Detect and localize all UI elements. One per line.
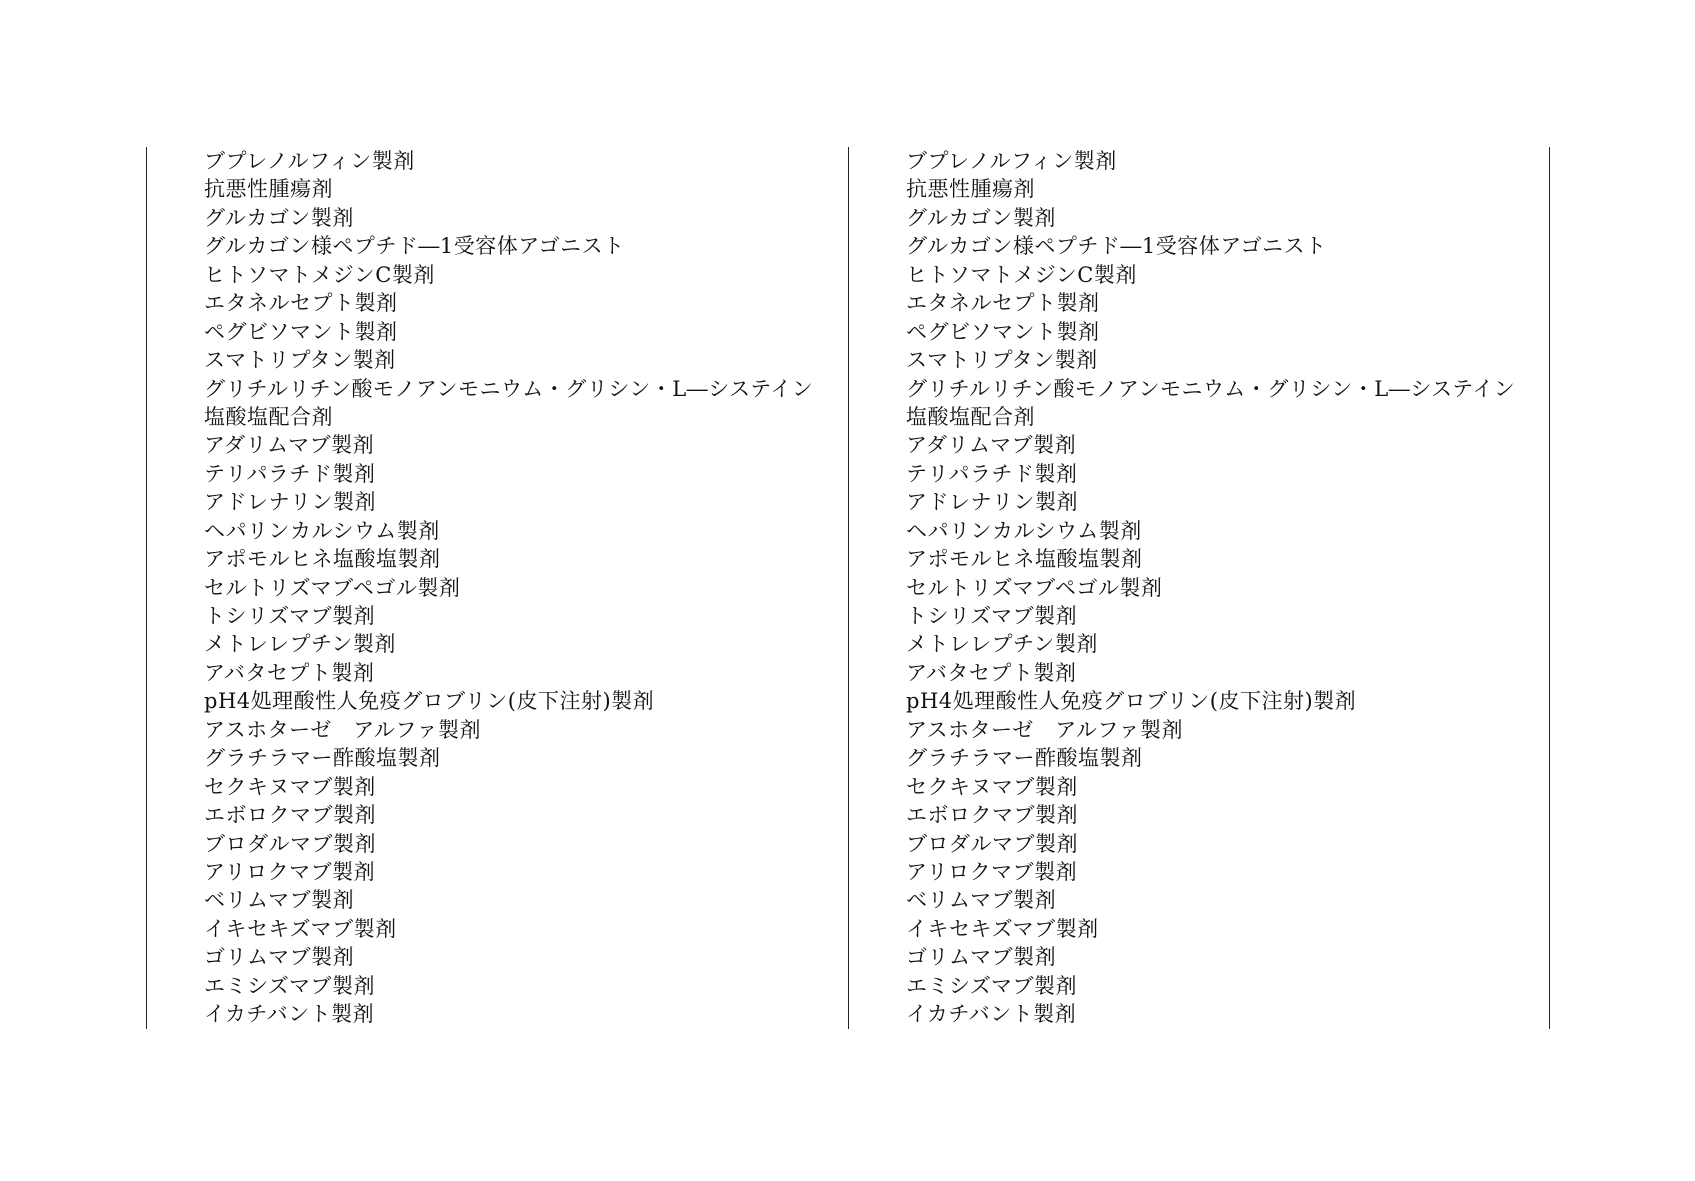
drug-list-item: ブロダルマブ製剤 <box>204 831 376 856</box>
drug-list-item: グルカゴン様ペプチド―1受容体アゴニスト <box>204 234 625 259</box>
drug-list-item: ブプレノルフィン製剤 <box>906 149 1117 173</box>
center-divider-line <box>848 147 849 1029</box>
drug-list-item: アポモルヒネ塩酸塩製剤 <box>906 547 1143 572</box>
drug-list-item: アダリムマブ製剤 <box>906 433 1077 458</box>
drug-list-item: メトレレプチン製剤 <box>204 632 396 657</box>
drug-list-item: テリパラチド製剤 <box>906 461 1078 486</box>
drug-list-item: セクキヌマブ製剤 <box>204 774 376 799</box>
drug-list-item: pH4処理酸性人免疫グロブリン(皮下注射)製剤 <box>204 689 655 714</box>
drug-list-item: テリパラチド製剤 <box>204 461 376 486</box>
drug-list-left <box>204 147 813 1029</box>
drug-list-item: アリロクマブ製剤 <box>906 859 1078 884</box>
drug-list-item: スマトリプタン製剤 <box>204 348 396 373</box>
drug-list-item: ヒトソマトメジンC製剤 <box>906 262 1137 287</box>
drug-list-item: グリチルリチン酸モノアンモニウム・グリシン・L―システイン <box>906 376 1516 401</box>
drug-list-item: メトレレプチン製剤 <box>906 632 1098 657</box>
drug-list-item: アダリムマブ製剤 <box>204 433 375 458</box>
drug-list-item: ゴリムマブ製剤 <box>204 945 355 970</box>
drug-list-item: セクキヌマブ製剤 <box>906 774 1078 799</box>
drug-list-item: グリチルリチン酸モノアンモニウム・グリシン・L―システイン <box>204 376 814 401</box>
drug-list-item: ベリムマブ製剤 <box>204 888 355 913</box>
drug-list-item: pH4処理酸性人免疫グロブリン(皮下注射)製剤 <box>906 689 1357 714</box>
drug-list-item: イカチバント製剤 <box>906 1002 1077 1027</box>
drug-list-item: セルトリズマブペゴル製剤 <box>906 575 1163 600</box>
drug-list-item: ヒトソマトメジンC製剤 <box>204 262 435 287</box>
drug-list-item: イキセキズマブ製剤 <box>906 916 1099 941</box>
left-border-line <box>146 147 147 1029</box>
drug-list-item: アバタセプト製剤 <box>906 660 1077 685</box>
drug-list-right <box>906 147 1515 1029</box>
drug-list-item: グルカゴン様ペプチド―1受容体アゴニスト <box>906 234 1327 259</box>
drug-list-item: セルトリズマブペゴル製剤 <box>204 575 461 600</box>
drug-list-item: エボロクマブ製剤 <box>204 803 376 828</box>
drug-list-item: アスホターゼ アルファ製剤 <box>204 717 481 742</box>
drug-list-item: トシリズマブ製剤 <box>906 604 1078 628</box>
drug-list-item: アバタセプト製剤 <box>204 660 375 685</box>
right-border-line <box>1549 147 1550 1029</box>
drug-list-item: アスホターゼ アルファ製剤 <box>906 717 1183 742</box>
drug-list-item: イキセキズマブ製剤 <box>204 916 397 941</box>
drug-list-item: 塩酸塩配合剤 <box>204 404 333 429</box>
drug-list-item: アリロクマブ製剤 <box>204 859 376 884</box>
drug-list-item: ペグビソマント製剤 <box>204 319 398 344</box>
drug-list-item: グラチラマー酢酸塩製剤 <box>204 746 441 771</box>
drug-list-item: アドレナリン製剤 <box>204 490 376 515</box>
drug-list-item: イカチバント製剤 <box>204 1002 375 1027</box>
drug-list-item: グルカゴン製剤 <box>906 205 1056 230</box>
drug-list-item: エミシズマブ製剤 <box>906 973 1077 998</box>
drug-list-item: ブロダルマブ製剤 <box>906 831 1078 856</box>
drug-list-item: スマトリプタン製剤 <box>906 348 1098 373</box>
drug-list-item: ヘパリンカルシウム製剤 <box>906 518 1142 543</box>
drug-list-item: グラチラマー酢酸塩製剤 <box>906 746 1143 771</box>
drug-list-item: 抗悪性腫瘍剤 <box>204 177 333 202</box>
drug-list-item: アドレナリン製剤 <box>906 490 1078 515</box>
drug-list-item: エタネルセプト製剤 <box>906 291 1100 316</box>
drug-list-item: トシリズマブ製剤 <box>204 604 376 628</box>
drug-list-item: ゴリムマブ製剤 <box>906 945 1057 970</box>
drug-list-item: グルカゴン製剤 <box>204 205 354 230</box>
drug-list-item: ブプレノルフィン製剤 <box>204 149 415 173</box>
drug-list-item: 塩酸塩配合剤 <box>906 404 1035 429</box>
drug-list-item: エミシズマブ製剤 <box>204 973 375 998</box>
drug-list-item: ペグビソマント製剤 <box>906 319 1100 344</box>
drug-list-item: ベリムマブ製剤 <box>906 888 1057 913</box>
drug-list-item: ヘパリンカルシウム製剤 <box>204 518 440 543</box>
drug-list-item: エタネルセプト製剤 <box>204 291 398 316</box>
drug-list-item: 抗悪性腫瘍剤 <box>906 177 1035 202</box>
drug-list-item: アポモルヒネ塩酸塩製剤 <box>204 547 441 572</box>
drug-list-item: エボロクマブ製剤 <box>906 803 1078 828</box>
